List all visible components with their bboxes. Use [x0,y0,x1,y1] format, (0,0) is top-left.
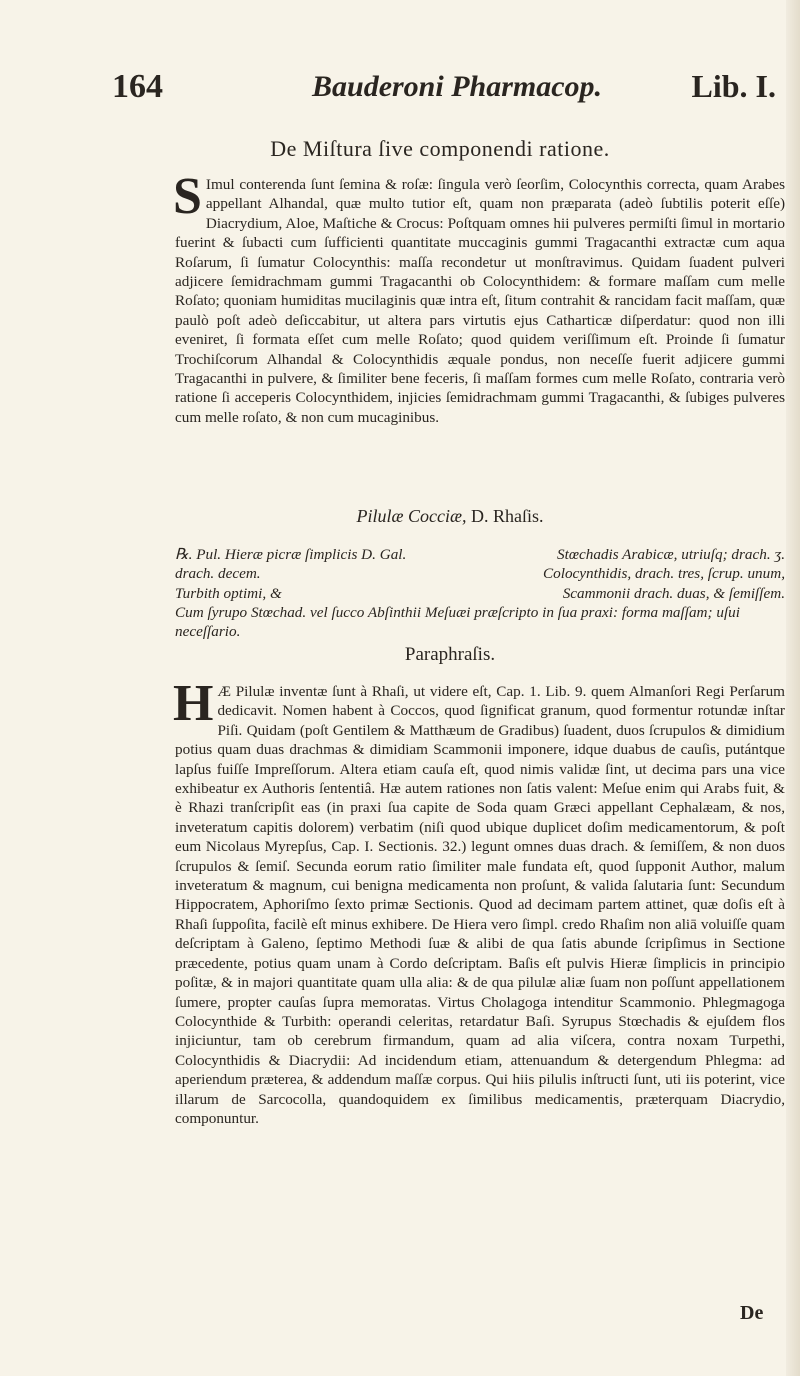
recipe-line: Scammonii drach. duas, & ſemiſſem. [562,584,785,602]
book-number: Lib. I. [691,68,776,104]
recipe-left-column [175,545,475,603]
recipe-title-italic: Pilulæ Cocciæ, [356,506,467,526]
recipe-line: ℞. Pul. Hieræ picræ ſimplicis D. Gal. [175,546,407,563]
running-head: Bauderoni Pharmacop. [312,70,603,103]
page-edge [786,0,800,1376]
recipe-line: Colocynthidis, drach. tres, ſcrup. unum, [543,565,785,583]
recipe-line: drach. decem. [175,565,261,583]
catchword: De [740,1302,764,1324]
section-title: De Miſtura ſive componendi ratione. [270,136,610,161]
recipe-line: Turbith optimi, & [175,584,282,602]
drop-cap: S [173,168,202,225]
page-header [112,68,782,118]
paraphrase-title: Paraphraſis. [404,644,496,665]
recipe-instructions: Cum ſyrupo Stœchad. vel ſucco Abſinthii Meſuæi præſcripto in ſua praxi: forma maſſam; uſui neceſſario. [175,604,740,641]
paragraph-text: Imul conterenda ſunt ſemina & roſæ: ſingula verò ſeorſim, Colocynthis correcta, quam Arabes appellant Alhandal, quæ multo tutior eſt, quam non præparata (adeò ſubtilis poterit eſſe) Diacrydium, Aloe, Maſtiche & Crocus: Poſtquam omnes hii pulveres permiſti ſimul in mortario fuerint & ſubacti cum ſufficienti quantitate muccaginis gummi Tragacanthi extractæ cum aqua Roſarum, ſi ſumatur Colocynthis: maſſa recondetur ut monſtravimus. Quidam ſuadent pulveri adjicere ſemidrachmam gummi Tragacanthi ob Colocynthidem: & formare maſſam cum melle Roſato; quoniam humiditas mucilaginis quæ intra eſt, ſitum contrahit & rancidam facit maſſam, quæ paulò poſt adeò deſiccabitur, ut altera pars virtutis ejus Catharticæ diſperdatur: quod non illi eveniret, ſi formata eſſet cum melle Roſato; quod quidem veriſſimum eſt. Proinde ſi ſumatur Trochiſcorum Alhandal & Colocynthidis æquale pondus, non neceſſe fuerit adjicere gummi Tragacanthi in pulvere, & ſimiliter bene feceris, ſi maſſam formes cum melle Roſato, contraria verò ratione ſi acceperis Colocynthidem, injicies ſemidrachmam gummi Tragacanthi, & ſubiges pulveres cum melle roſato, & non cum mucaginibus. [175,176,785,426]
paragraph-1 [173,168,785,505]
page-number: 164 [112,68,163,105]
recipe-right-column [475,545,785,603]
recipe-title [240,506,660,527]
paragraph-2 [173,675,785,1282]
recipe-line: Stœchadis Arabicæ, utriuſq; drach. ʒ. [557,546,785,563]
recipe-title-plain: D. Rhaſis. [466,506,544,526]
drop-cap: H [173,675,214,732]
paragraph-text: Æ Pilulæ inventæ ſunt à Rhaſi, ut videre eſt, Cap. 1. Lib. 9. quem Almanſori Regi Perſarum dedicavit. Nomen habent à Coccos, quod ſignificat granum, quod formentur rotundæ inſtar Piſi. Quidam (poſt Gentilem & Matthæum de Gradibus) ſuadent, duos ſcrupulos & dimidium potius quam duas drachmas & dimidiam Scammonii imponere, idque duabus de cauſis, putántque lapſus fuiſſe Impreſſorum. Altera etiam cauſa eſt, quod nimis validæ ſint, ut decima pars una vice exhibeatur ex Authoris ſententiâ. Hæ autem rationes non ſatis valent: Meſue enim qui Arabs fuit, & è Rhazi tranſcripſit eas (in praxi ſua capite de Soda quam Græci appellant Cephalæam, & nos, inveteratum capitis dolorem) verbatim (niſi quod ubique duplicet doſim medicamentorum, & poſt eum Nicolaus Myrepſus, Cap. I. Sectionis. 32.) legunt omnes duas drach. & ſemiſſem, & non duos ſcrupulos & ſemiſ. Secunda eorum ratio ſimiliter male fundata eſt, quod ſupponit Author, malum inveteratum & magnum, cui benigna medicamenta non proſunt, & valida ſalutaria ſunt: Secundum Hippocratem, Aphoriſmo ſexto primæ Sectionis. Quod ad decimam partem attinet, quæ doſis eſt à Rhaſi ſuppoſita, facilè eſt minus exhibere. De Hiera vero ſimpl. credo Rhaſim non aliā voluiſſe quam deſcriptam à Galeno, ſeptimo Methodi ſuæ & alibi de qua ſatis abunde ſcripſimus in Sectione præcedente, potius quam unam à Cordo deſcriptam. Baſis eſt pulvis Hieræ ſimplicis in principio poſitæ, & in majori quantitate quam ulla alia: & de qua pilulæ aliæ ſuam non poſſunt appellationem ſumere, propter cauſas ſupra memoratas. Virtus Cholagoga intenditur Scammonio. Phlegmagoga Colocynthide & Turbith: operandi celeritas, retardatur Baſi. Syrupus Stœchadis & ejuſdem flos injiciuntur, tam ob cerebrum firmandum, quam ad alia viſcera, contra noxam Turpethi, Colocynthidis & Diacrydii: Ad incidendum etiam, attenuandum & detergendum Phlegma: ad aperiendum præterea, & addendum maſſæ corpus. Qui hiis pilulis inſtructi ſunt, uti iis poterint, vice illarum de Sarcocolla, quandoquidem ex ſimilibus medicamentis, præterquam Diacrydio, componuntur. [175,683,785,1127]
